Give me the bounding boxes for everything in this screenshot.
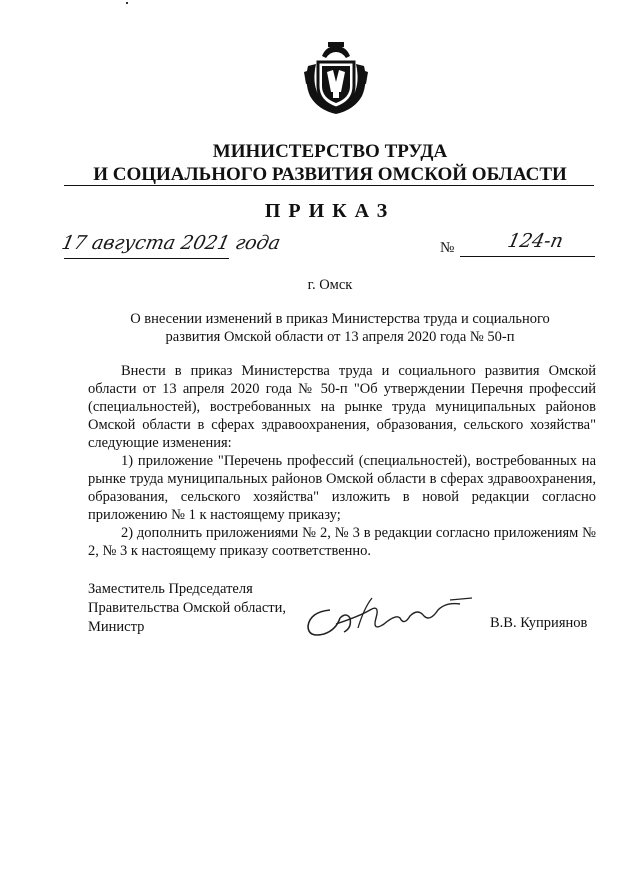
signatory-name: В.В. Куприянов <box>490 615 588 631</box>
document-title: ПРИКАЗ <box>264 200 396 222</box>
handwritten-signature <box>300 588 478 644</box>
document-date: 17 августа 2021 года <box>59 232 283 254</box>
document-number: 124-п <box>505 230 566 252</box>
coat-of-arms-icon <box>300 42 372 116</box>
body-item-2: 2) дополнить приложениями № 2, № 3 в редакции согласно приложениям № 2, № 3 к настоящему приказу соответственно. <box>88 525 596 559</box>
body-item-1: 1) приложение "Перечень профессий (специальностей), востребованных на рынке труда муниципальных районов Омской области в сферах здравоохранения, образования, сельского хозяйства" изложить в новой редакции согласно приложению № 1 к настоящему приказу; <box>88 453 596 523</box>
subject-line2: развития Омской области от 13 апреля 2020 года № 50-п <box>165 329 515 345</box>
body-intro: Внести в приказ Министерства труда и социального развития Омской области от 13 апреля 2020 года № 50-п "Об утверждении Перечня профессий (специальностей), востребованных на рынке труда муниципальных районов Омской области в сферах здравоохранения, образования, сельского хозяйства" следующие изменения: <box>88 363 596 451</box>
city: г. Омск <box>307 277 353 293</box>
number-label: № <box>440 240 455 256</box>
signatory-title-line3: Министр <box>88 619 145 635</box>
ministry-name-line2: И СОЦИАЛЬНОГО РАЗВИТИЯ ОМСКОЙ ОБЛАСТИ <box>93 164 567 185</box>
signatory-title-line2: Правительства Омской области, <box>88 600 286 616</box>
document-body <box>88 362 596 560</box>
subject-line1: О внесении изменений в приказ Министерства труда и социального <box>130 311 550 327</box>
scan-artifact <box>126 2 128 4</box>
ministry-name-line1: МИНИСТЕРСТВО ТРУДА <box>212 141 448 162</box>
signatory-title-line1: Заместитель Председателя <box>88 581 253 597</box>
number-underline <box>460 256 595 257</box>
date-underline <box>64 258 229 259</box>
signatory-title <box>88 580 286 637</box>
header-divider <box>64 185 594 186</box>
document-subject <box>90 310 590 346</box>
